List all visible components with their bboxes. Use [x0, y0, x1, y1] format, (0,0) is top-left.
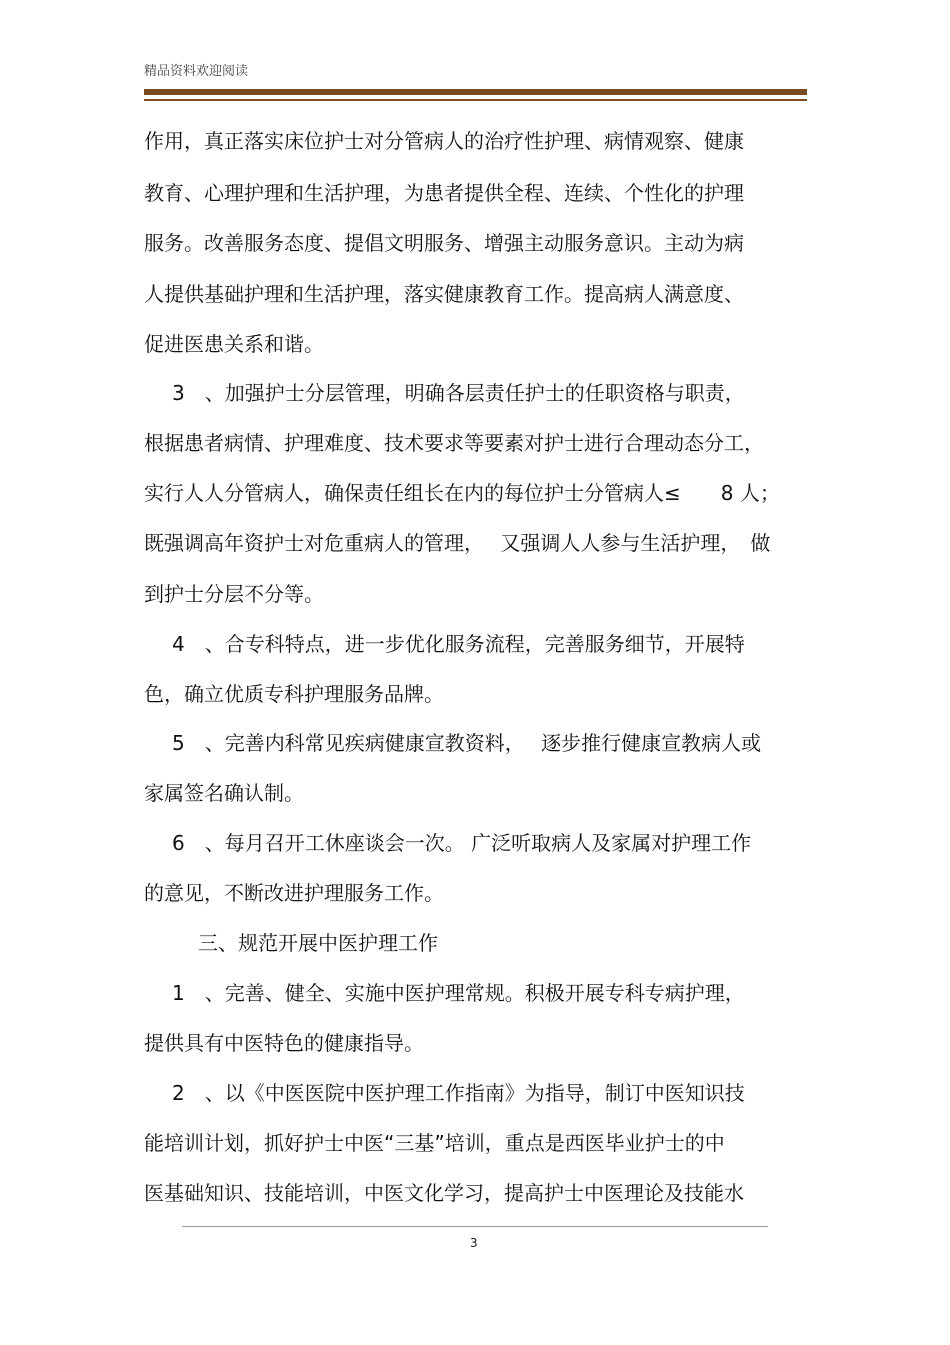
body-line: 提供具有中医特色的健康指导。 — [144, 1031, 424, 1055]
body-line: 家属签名确认制。 — [144, 781, 304, 805]
body-line: 6 、每月召开工休座谈会一次。 广泛听取病人及家属对护理工作 — [172, 831, 752, 855]
body-line: 2 、以《中医医院中医护理工作指南》为指导，制订中医知识技 — [172, 1081, 745, 1105]
body-line: 作用，真正落实床位护士对分管病人的治疗性护理、病情观察、健康 — [144, 129, 744, 153]
body-line: 色，确立优质专科护理服务品牌。 — [144, 682, 444, 706]
footer-rule — [182, 1226, 768, 1227]
body-line: 实行人人分管病人，确保责任组长在内的每位护士分管病人≤ 8 人； — [144, 481, 780, 505]
header-rule-thin — [144, 99, 807, 101]
page-number: 3 — [470, 1236, 478, 1250]
header-text: 精品资料欢迎阅读 — [144, 64, 249, 79]
section-heading: 三、规范开展中医护理工作 — [198, 931, 438, 955]
body-line: 根据患者病情、护理难度、技术要求等要素对护士进行合理动态分工， — [144, 431, 764, 455]
body-line: 既强调高年资护士对危重病人的管理， 又强调人人参与生活护理， 做 — [144, 531, 771, 555]
body-line: 医基础知识、技能培训，中医文化学习，提高护士中医理论及技能水 — [144, 1181, 744, 1205]
body-line: 人提供基础护理和生活护理，落实健康教育工作。提高病人满意度、 — [144, 282, 744, 306]
body-line: 4 、合专科特点，进一步优化服务流程，完善服务细节，开展特 — [172, 632, 745, 656]
header-rule-thick — [144, 89, 807, 95]
body-line: 促进医患关系和谐。 — [144, 332, 324, 356]
body-line: 的意见，不断改进护理服务工作。 — [144, 881, 444, 905]
body-line: 能培训计划，抓好护士中医“三基”培训，重点是西医毕业护士的中 — [144, 1131, 725, 1155]
body-line: 教育、心理护理和生活护理，为患者提供全程、连续、个性化的护理 — [144, 181, 744, 205]
body-line: 服务。改善服务态度、提倡文明服务、增强主动服务意识。主动为病 — [144, 231, 744, 255]
body-line: 5 、完善内科常见疾病健康宣教资料， 逐步推行健康宣教病人或 — [172, 731, 762, 755]
body-line: 1 、完善、健全、实施中医护理常规。积极开展专科专病护理， — [172, 981, 745, 1005]
body-line: 3 、加强护士分层管理，明确各层责任护士的任职资格与职责， — [172, 381, 745, 405]
body-line: 到护士分层不分等。 — [144, 582, 324, 606]
